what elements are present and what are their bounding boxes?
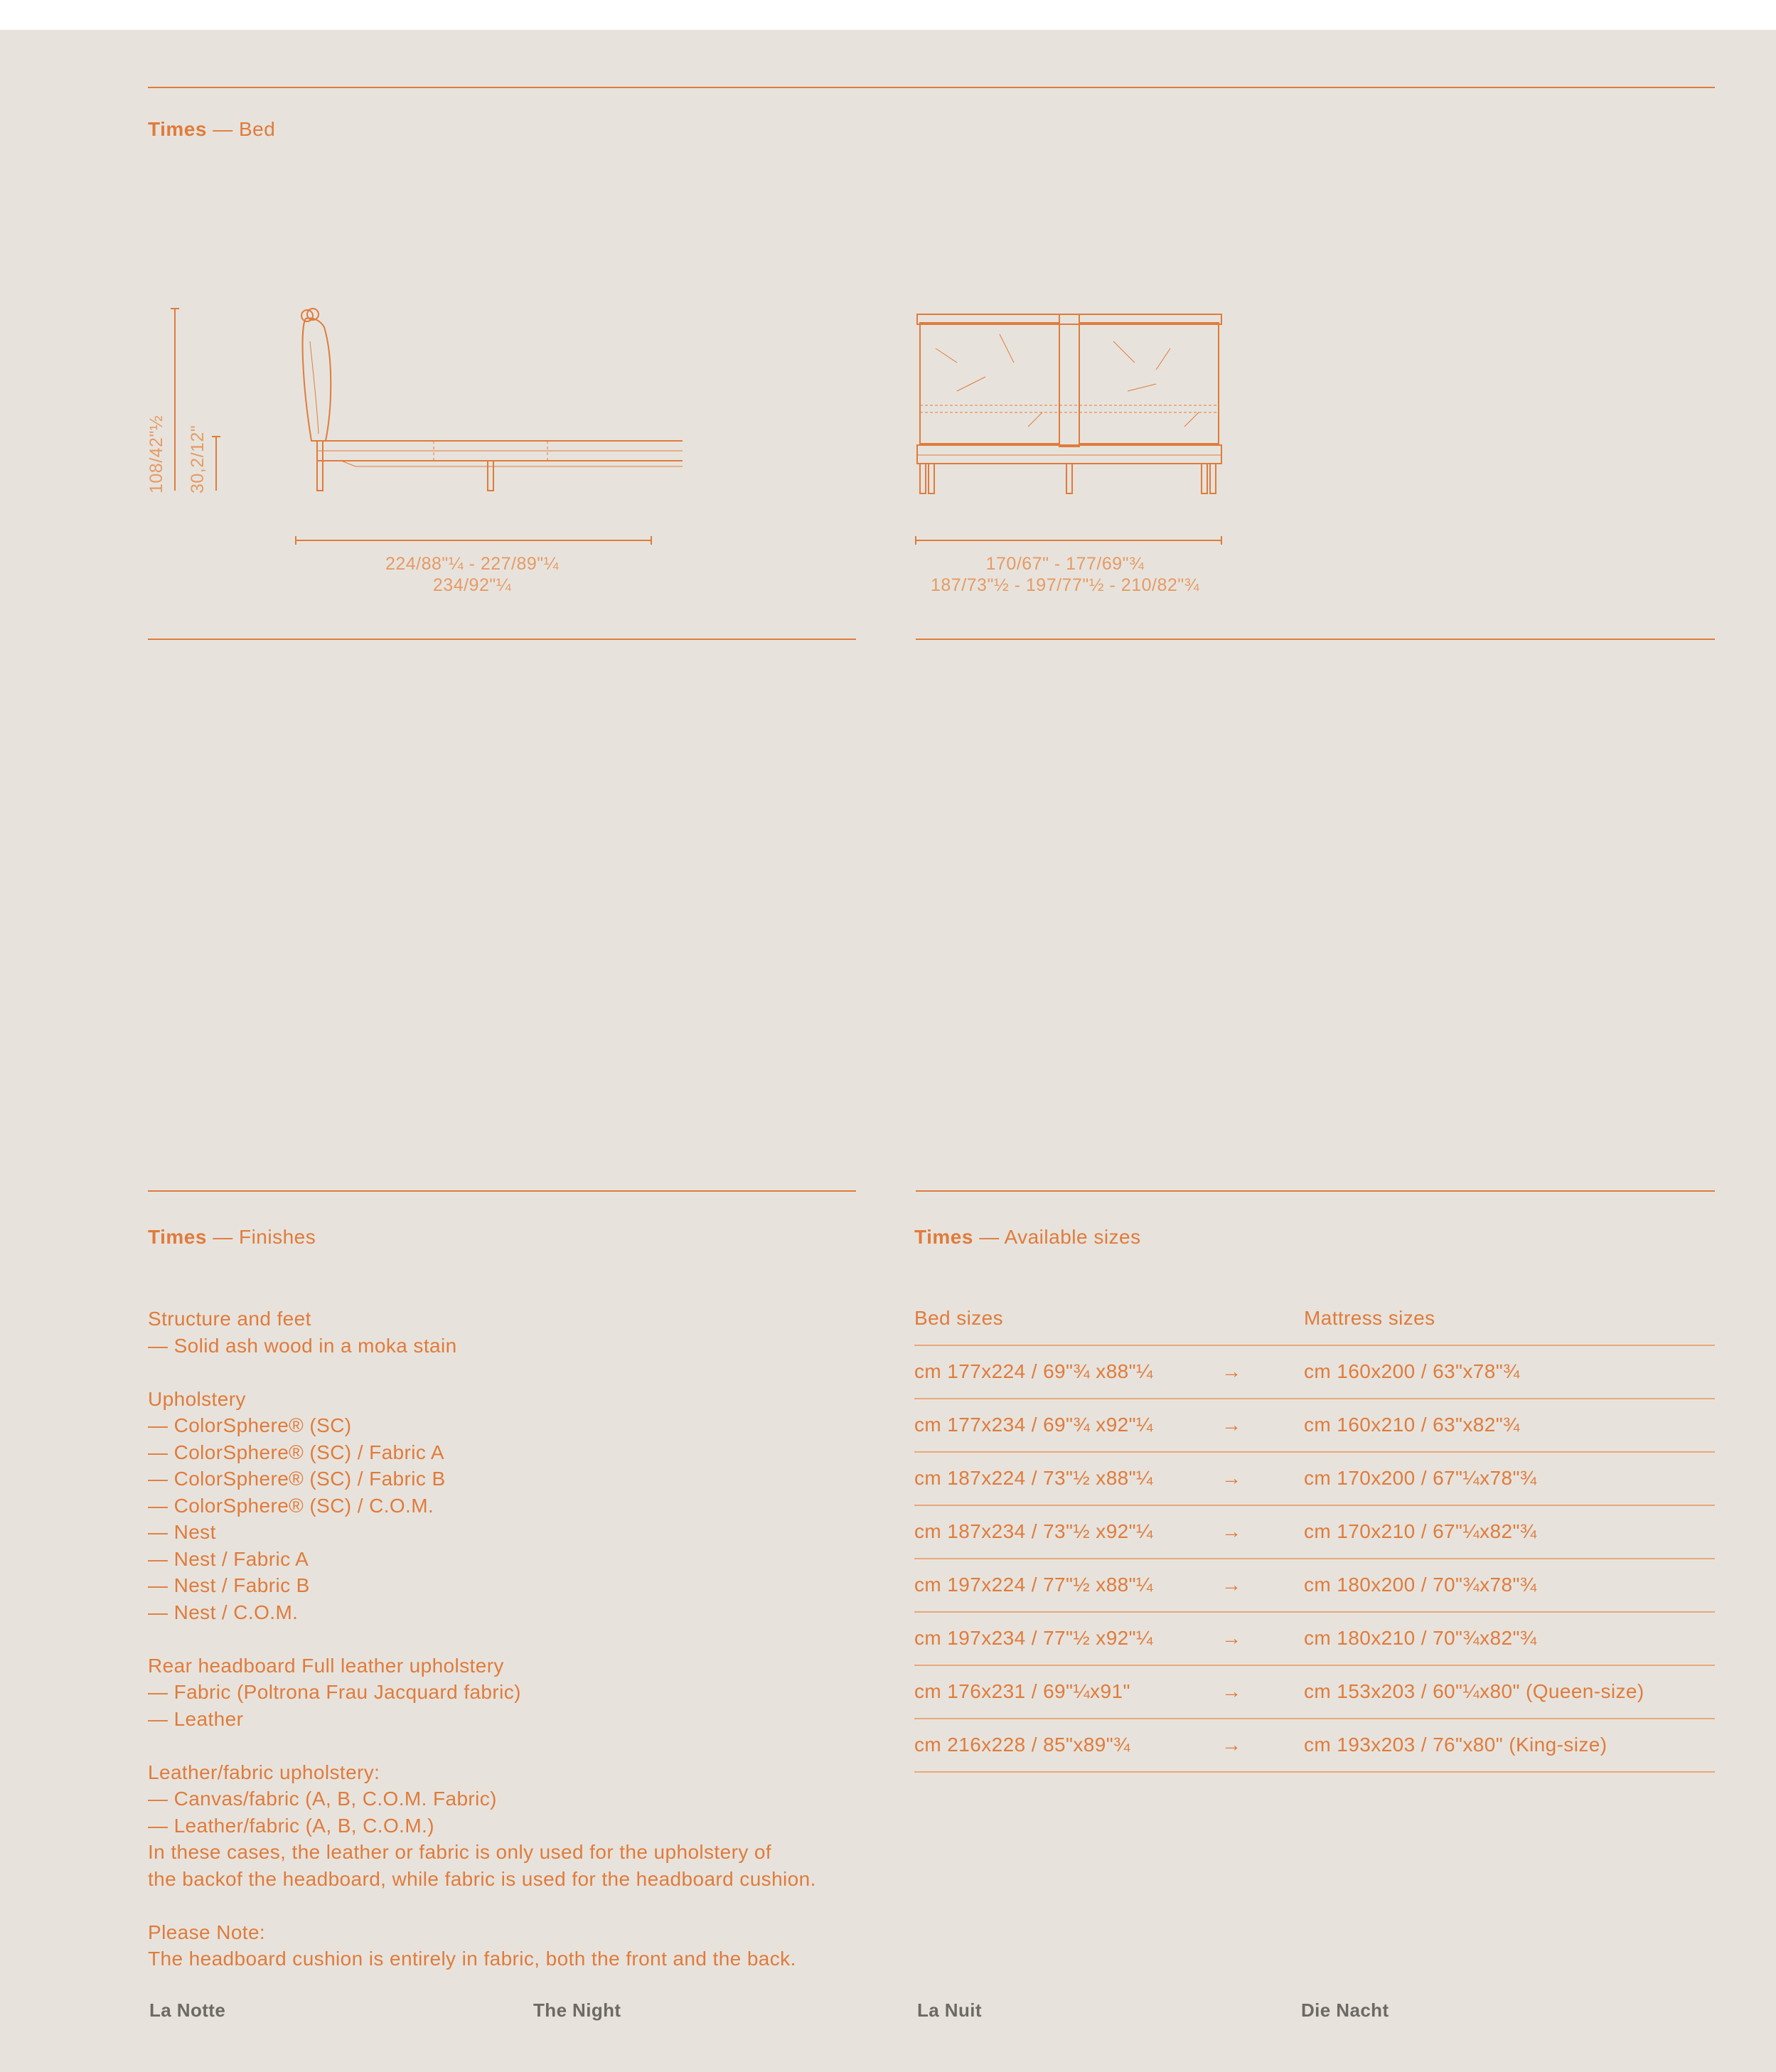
finish-group-title: Please Note: — [148, 1921, 266, 1943]
drawing-rule-right — [916, 639, 1715, 640]
footer-language-label: La Notte — [149, 1999, 226, 2021]
footer-language-label: The Night — [533, 1999, 621, 2021]
arrow-icon: → — [1221, 1574, 1242, 1596]
finish-group — [148, 1652, 816, 1733]
footer-language-label: La Nuit — [917, 1999, 982, 2021]
finish-item: — ColorSphere® (SC) / Fabric B — [148, 1468, 446, 1490]
size-row — [914, 1506, 1715, 1559]
finishes-subject: Finishes — [238, 1226, 316, 1248]
mattress-size: cm 170x200 / 67"¼x78"¾ — [1304, 1467, 1537, 1489]
finish-item: — Nest / Fabric B — [148, 1574, 310, 1596]
dim-length-line2: 234/92"¼ — [432, 575, 512, 595]
finishes-list — [148, 1305, 816, 1999]
mattress-size: cm 160x210 / 63"x82"¾ — [1304, 1414, 1520, 1436]
finish-item: — Leather — [148, 1707, 244, 1730]
finish-item: — Nest — [148, 1521, 216, 1543]
sizes-dash: — — [979, 1226, 1000, 1248]
arrow-icon: → — [1221, 1680, 1242, 1702]
finish-group-title: Structure and feet — [148, 1308, 311, 1330]
dim-length — [294, 553, 650, 596]
drawing-rule-left — [148, 639, 856, 640]
arrow-icon: → — [1221, 1414, 1242, 1436]
finishes-header — [148, 1226, 316, 1249]
finish-item: — Solid ash wood in a moka stain — [148, 1334, 457, 1357]
col-bed-sizes: Bed sizes — [914, 1307, 1003, 1329]
top-rule — [148, 87, 1715, 88]
arrow-icon: → — [1221, 1734, 1242, 1756]
mattress-size: cm 160x200 / 63"x78"¾ — [1304, 1360, 1520, 1382]
footer-language-label: Die Nacht — [1301, 1999, 1389, 2021]
size-row — [914, 1346, 1715, 1399]
width-dimension-line — [914, 533, 1227, 548]
header-brand: Times — [148, 118, 207, 140]
finish-group — [148, 1919, 816, 1972]
bed-size: cm 216x228 / 85"x89"¾ — [914, 1734, 1130, 1756]
finish-item: — ColorSphere® (SC) / Fabric A — [148, 1441, 444, 1463]
dim-width-line1: 170/67" - 177/69"¾ — [985, 554, 1145, 574]
finish-item: the backof the headboard, while fabric is used for the headboard cushion. — [148, 1867, 816, 1890]
header-dash: — — [213, 118, 233, 140]
arrow-icon: → — [1221, 1520, 1242, 1542]
bed-size: cm 197x224 / 77"½ x88"¼ — [914, 1574, 1153, 1596]
bed-size: cm 187x224 / 73"½ x88"¼ — [914, 1467, 1153, 1489]
size-row — [914, 1666, 1715, 1719]
page-header — [148, 118, 275, 141]
size-row — [914, 1613, 1715, 1666]
arrow-icon: → — [1221, 1467, 1242, 1489]
col-mattress-sizes: Mattress sizes — [1304, 1307, 1435, 1329]
sizes-brand: Times — [914, 1226, 973, 1248]
finish-group-title: Rear headboard Full leather upholstery — [148, 1654, 504, 1677]
mattress-size: cm 193x203 / 76"x80" (King-size) — [1304, 1734, 1608, 1756]
size-row — [914, 1453, 1715, 1506]
mattress-size: cm 180x200 / 70"¾x78"¾ — [1304, 1574, 1537, 1596]
finish-group — [148, 1759, 816, 1893]
finish-item: — Canvas/fabric (A, B, C.O.M. Fabric) — [148, 1788, 497, 1810]
arrow-icon: → — [1221, 1360, 1242, 1382]
dim-height-total: 108/42"½ — [146, 415, 166, 493]
finishes-brand: Times — [148, 1226, 207, 1248]
sizes-rule — [916, 1190, 1715, 1192]
finish-item: The headboard cushion is entirely in fabric, both the front and the back. — [148, 1948, 796, 1970]
arrow-icon: → — [1221, 1627, 1242, 1649]
sizes-table-header — [914, 1293, 1715, 1346]
finish-group — [148, 1305, 816, 1359]
dim-width-line2: 187/73"½ - 197/77"½ - 210/82"¾ — [930, 575, 1199, 595]
dim-width — [887, 553, 1243, 596]
finish-item: — ColorSphere® (SC) — [148, 1414, 352, 1436]
length-dimension-line — [294, 533, 657, 548]
mattress-size: cm 180x210 / 70"¾x82"¾ — [1304, 1627, 1537, 1649]
mattress-size: cm 170x210 / 67"¼x82"¾ — [1304, 1520, 1537, 1542]
mattress-size: cm 153x203 / 60"¼x80" (Queen-size) — [1304, 1680, 1644, 1702]
finish-item: — Nest / Fabric A — [148, 1547, 309, 1570]
bed-side-view-drawing — [142, 299, 683, 498]
bed-front-view-drawing — [914, 306, 1227, 498]
bed-size: cm 197x234 / 77"½ x92"¼ — [914, 1627, 1153, 1649]
finish-item: — Nest / C.O.M. — [148, 1601, 299, 1623]
finish-item: — ColorSphere® (SC) / C.O.M. — [148, 1494, 434, 1517]
dim-height-frame: 30,2/12" — [188, 424, 208, 493]
dim-length-line1: 224/88"¼ - 227/89"¼ — [385, 554, 560, 574]
finish-item: In these cases, the leather or fabric is only used for the upholstery of — [148, 1841, 772, 1863]
sizes-header — [914, 1226, 1141, 1249]
size-row — [914, 1719, 1715, 1773]
bed-size: cm 187x234 / 73"½ x92"¼ — [914, 1520, 1153, 1542]
bed-size: cm 177x234 / 69"¾ x92"¼ — [914, 1414, 1153, 1436]
finish-group-title: Upholstery — [148, 1387, 246, 1410]
finishes-dash: — — [213, 1226, 233, 1248]
sizes-subject: Available sizes — [1004, 1226, 1141, 1248]
bed-size: cm 176x231 / 69"¼x91" — [914, 1680, 1130, 1702]
bed-size: cm 177x224 / 69"¾ x88"¼ — [914, 1360, 1153, 1382]
size-row — [914, 1399, 1715, 1453]
finish-item: — Leather/fabric (A, B, C.O.M.) — [148, 1814, 434, 1837]
finishes-rule — [148, 1190, 856, 1192]
finish-group-title: Leather/fabric upholstery: — [148, 1761, 380, 1783]
size-row — [914, 1559, 1715, 1613]
header-subject: Bed — [238, 118, 276, 140]
finish-item: — Fabric (Poltrona Frau Jacquard fabric) — [148, 1681, 521, 1703]
finish-group — [148, 1386, 816, 1626]
